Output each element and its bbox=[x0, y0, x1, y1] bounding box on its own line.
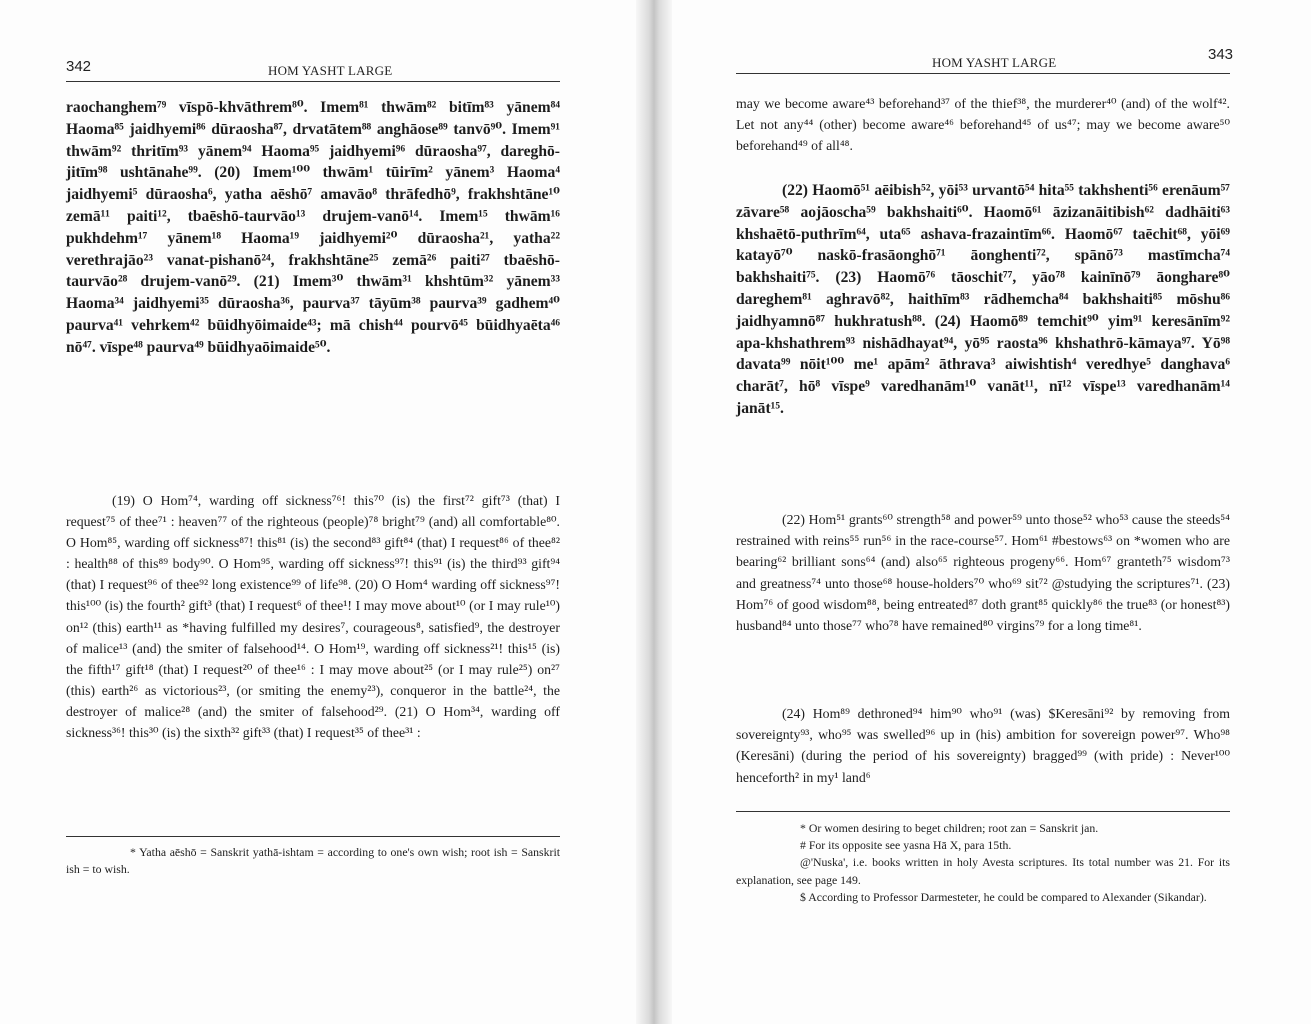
avestan-text: (22) Haomō⁵¹ aēibish⁵², yōi⁵³ urvantō⁵⁴ hita⁵⁵ takhshenti⁵⁶ erenāum⁵⁷ zāvare⁵⁸ aojāoscha⁵⁹ bakhshaiti⁶⁰. Haomō⁶¹ āzizanāitibish⁶² dadhāiti⁶³ khshaētō-puthrīm⁶⁴, uta⁶⁵ ashava-frazaintīm⁶⁶. Haomō⁶⁷ taēchit⁶⁸, yōi⁶⁹ katayō⁷⁰ naskō-frasāonghō⁷¹ āonghenti⁷², spānō⁷³ mastīmcha⁷⁴ bakhshaiti⁷⁵. (23) Haomō⁷⁶ tāoschit⁷⁷, yāo⁷⁸ kainīnō⁷⁹ āonghare⁸⁰ dareghem⁸¹ aghravō⁸², haithīm⁸³ rādhemcha⁸⁴ bakhshaiti⁸⁵ mōshu⁸⁶ jaidhyamnō⁸⁷ hukhratush⁸⁸. (24) Haomō⁸⁹ temchit⁹⁰ yim⁹¹ keresānīm⁹² apa-khshathrem⁹³ nishādhayat⁹⁴, yō⁹⁵ raosta⁹⁶ khshathrō-kāmaya⁹⁷. Yō⁹⁸ davata⁹⁹ nōit¹⁰⁰ me¹ apām² āthrava³ aiwishtish⁴ veredhye⁵ danghava⁶ charāt⁷, hō⁸ vīspe⁹ varedhanām¹⁰ vanāt¹¹, nī¹² vīspe¹³ varedhanām¹⁴ janāt¹⁵. bbox=[736, 182, 1230, 417]
page-number: 343 bbox=[1208, 46, 1234, 63]
footnote: * Yatha aēshō = Sanskrit yathā-ishtam = according to one's own wish; root ish = Sanskrit ish = to wish. bbox=[66, 845, 560, 877]
header-rule bbox=[736, 73, 1230, 74]
left-page bbox=[0, 0, 636, 1024]
footnotes bbox=[736, 820, 1230, 906]
translation-text-bottom: (24) Hom⁸⁹ dethroned⁹⁴ him⁹⁰ who⁹¹ (was) $Keresāni⁹² by removing from sovereignty⁹³, who⁹⁵ was swelled⁹⁶ up in (his) ambition for sovereign power⁹⁷. Who⁹⁸ (Keresāni) (during the period of his sovereignty) bragged⁹⁹ (with pride) : Never¹⁰⁰ henceforth² in my¹ land⁶ bbox=[736, 706, 1230, 785]
footnote: $ According to Professor Darmesteter, he could be compared to Alexander (Sikandar). bbox=[800, 889, 1207, 904]
translation-text-mid: (22) Hom⁵¹ grants⁶⁰ strength⁵⁸ and power⁵⁹ unto those⁵² who⁵³ cause the steeds⁵⁴ restrained with reins⁵⁵ run⁵⁶ in the race-course⁵⁷. Hom⁶¹ #bestows⁶³ on *women who are bearing⁶² brilliant sons⁶⁴ (and) also⁶⁵ righteous progeny⁶⁶. Hom⁶⁷ granteth⁷⁵ wisdom⁷³ and greatness⁷⁴ unto those⁶⁸ house-holders⁷⁰ who⁶⁹ sit⁷² @studying the scriptures⁷¹. (23) Hom⁷⁶ of good wisdom⁸⁸, being entreated⁸⁷ doth grant⁸⁵ quickly⁸⁶ the true⁸³ (or honest⁸³) husband⁸⁴ unto those⁷⁷ who⁷⁸ have remained⁸⁰ virgins⁷⁹ for a long time⁸¹. bbox=[736, 512, 1230, 634]
footnotes bbox=[66, 844, 560, 878]
footnote: @'Nuska', i.e. books written in holy Avesta scriptures. Its total number was 21. For its explanation, see page 149. bbox=[736, 855, 1230, 887]
footnote: * Or women desiring to beget children; root zan = Sanskrit jan. bbox=[800, 821, 1099, 835]
right-page bbox=[672, 0, 1311, 1024]
translation-text: (19) O Hom⁷⁴, warding off sickness⁷⁶! this⁷⁰ (is) the first⁷² gift⁷³ (that) I request⁷⁵ of thee⁷¹ : heaven⁷⁷ of the righteous (people)⁷⁸ bright⁷⁹ (and) all comfortable⁸⁰. O Hom⁸⁵, warding off sickness⁸⁷! this⁸¹ (is) the second⁸³ gift⁸⁴ (that) I request⁸⁶ of thee⁸² : health⁸⁸ of this⁸⁹ body⁹⁰. O Hom⁹⁵, warding off sickness⁹⁷! this⁹¹ (is) the third⁹³ gift⁹⁴ (that) I request⁹⁶ of thee⁹² long existence⁹⁹ of life⁹⁸. (20) O Hom⁴ warding off sickness⁹⁷! this¹⁰⁰ (is) the fourth² gift³ (that) I request⁶ of thee¹! I may move about¹⁰ (or I may rule¹⁰) on¹² (this) earth¹¹ as *having fulfilled my desires⁷, courageous⁸, satisfied⁹, the destroyer of malice¹³ (and) the smiter of falsehood¹⁴. O Hom¹⁹, warding off sickness²¹! this¹⁵ (is) the fifth¹⁷ gift¹⁸ (that) I request²⁰ of thee¹⁶ : I may move about²⁵ (or I may rule²⁵) on²⁷ (this) earth²⁶ as victorious²³, (or smiting the enemy²³), conqueror in the battle²⁴, the destroyer of malice²⁸ (and) the smiter of falsehood²⁹. (21) O Hom³⁴, warding off sickness³⁶! this³⁰ (is) the sixth³² gift³³ (that) I request³⁵ of thee³¹ : bbox=[66, 493, 560, 741]
header-rule bbox=[66, 81, 560, 82]
translation-text-top: may we become aware⁴³ beforehand³⁷ of the thief³⁸, the murderer⁴⁰ (and) of the wolf⁴². Let not any⁴⁴ (other) become aware⁴⁶ beforehand⁴⁵ of us⁴⁷; may we become aware⁵⁰ beforehand⁴⁹ of all⁴⁸. bbox=[736, 96, 1230, 154]
book-gutter bbox=[636, 0, 672, 1024]
footnote: # For its opposite see yasna Hā X, para 15th. bbox=[800, 838, 1012, 853]
avestan-text: raochanghem⁷⁹ vīspō-khvāthrem⁸⁰. Imem⁸¹ thwām⁸² bitīm⁸³ yānem⁸⁴ Haoma⁸⁵ jaidhyemi⁸⁶ dūraosha⁸⁷, drvatātem⁸⁸ anghāose⁸⁹ tanvō⁹⁰. Imem⁹¹ thwām⁹² thritīm⁹³ yānem⁹⁴ Haoma⁹⁵ jaidhyemi⁹⁶ dūraosha⁹⁷, dareghō-jitīm⁹⁸ ushtānahe⁹⁹. (20) Imem¹⁰⁰ thwām¹ tūirīm² yānem³ Haoma⁴ jaidhyemi⁵ dūraosha⁶, yatha aēshō⁷ amavāo⁸ thrāfedhō⁹, frakhshtāne¹⁰ zemā¹¹ paiti¹², tbaēshō-taurvāo¹³ drujem-vanō¹⁴. Imem¹⁵ thwām¹⁶ pukhdehm¹⁷ yānem¹⁸ Haoma¹⁹ jaidhyemi²⁰ dūraosha²¹, yatha²² verethrajāo²³ vanat-pishanō²⁴, frakhshtāne²⁵ zemā²⁶ paiti²⁷ tbaēshō-taurvāo²⁸ drujem-vanō²⁹. (21) Imem³⁰ thwām³¹ khshtūm³² yānem³³ Haoma³⁴ jaidhyemi³⁵ dūraosha³⁶, paurva³⁷ tāyūm³⁸ paurva³⁹ gadhem⁴⁰ paurva⁴¹ vehrkem⁴² būidhyōimaide⁴³; mā chish⁴⁴ pourvō⁴⁵ būidhyaēta⁴⁶ nō⁴⁷. vīspe⁴⁸ paurva⁴⁹ būidhyaōimaide⁵⁰. bbox=[66, 99, 560, 356]
page-number: 342 bbox=[66, 58, 92, 75]
running-head: HOM YASHT LARGE bbox=[268, 63, 393, 78]
footnote-rule bbox=[736, 811, 1230, 812]
footnote-rule bbox=[66, 836, 560, 837]
running-head: HOM YASHT LARGE bbox=[932, 55, 1057, 70]
